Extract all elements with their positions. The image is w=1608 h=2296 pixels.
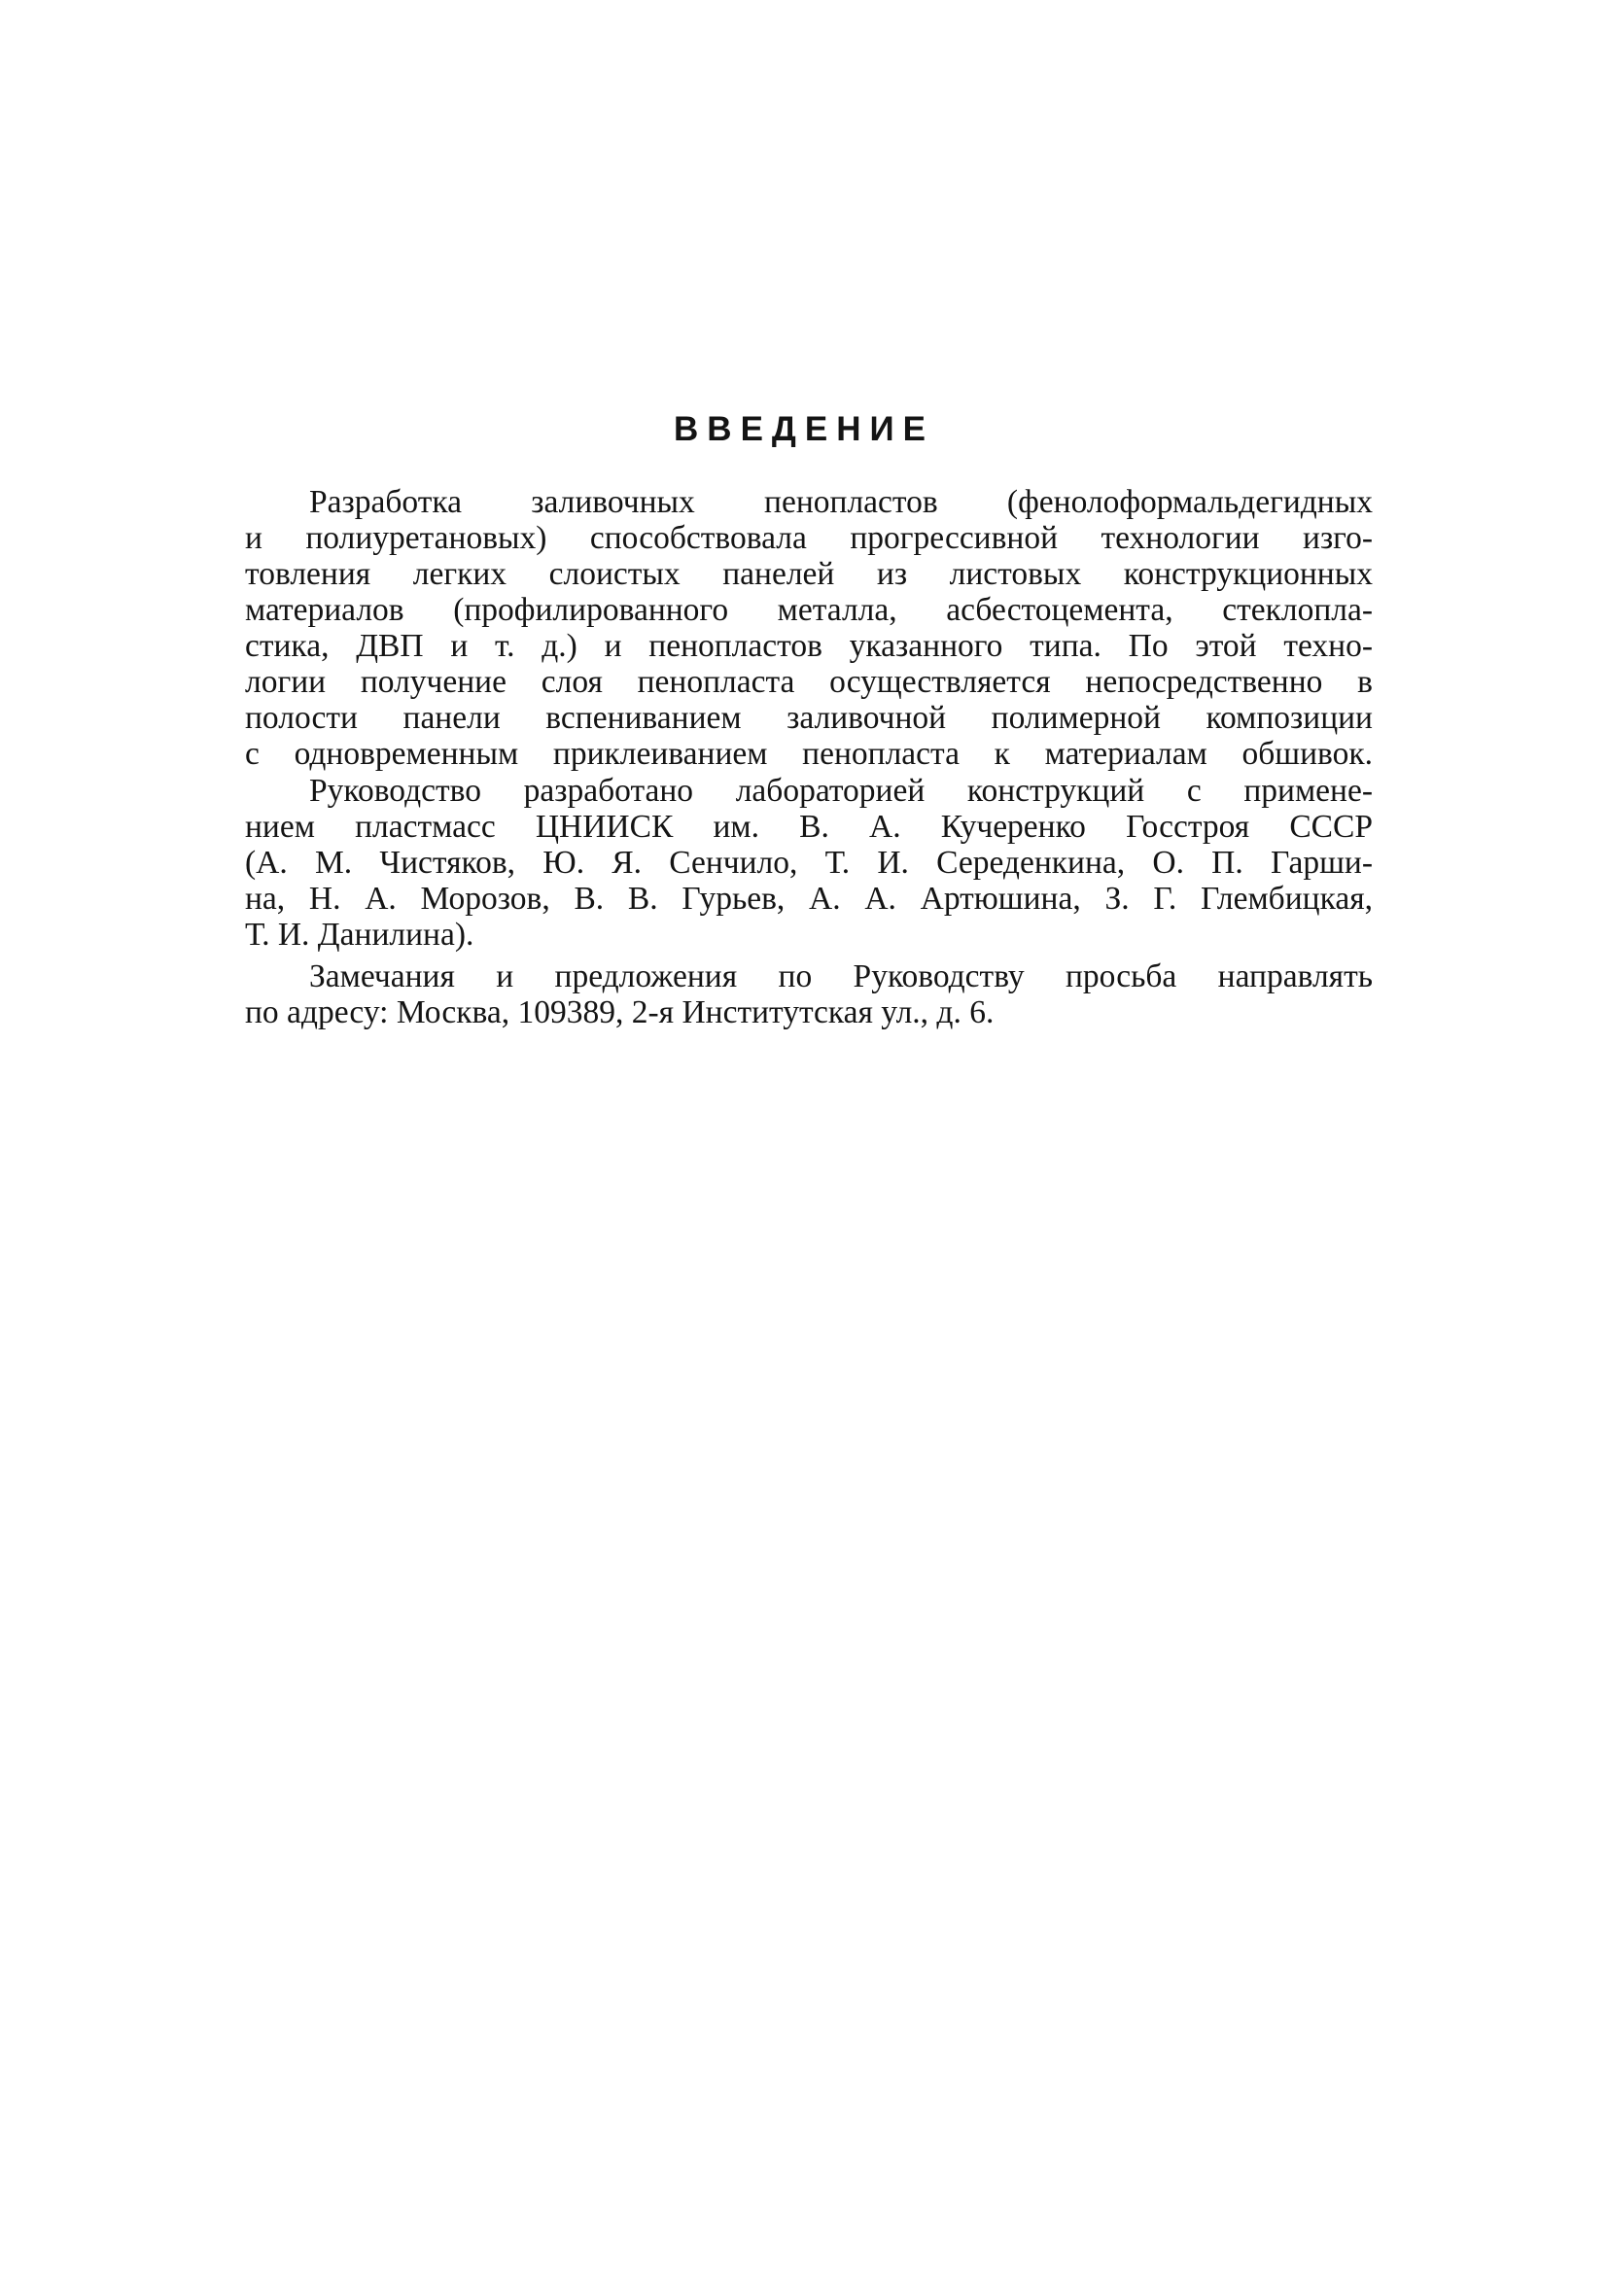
text-line: Замечания и предложения по Руководству просьба направлять: [309, 958, 1373, 994]
text-line: Руководство разработано лабораторией конструкций с примене-: [309, 773, 1373, 809]
text-line: Разработка заливочных пенопластов (фенолоформальдегидных: [309, 484, 1373, 520]
text-line: и полиуретановых) способствовала прогрессивной технологии изго-: [245, 520, 1373, 556]
page-title: ВВЕДЕНИЕ: [674, 410, 934, 448]
text-line: материалов (профилированного металла, асбестоцемента, стеклопла-: [245, 592, 1373, 628]
text-line: на, Н. А. Морозов, В. В. Гурьев, А. А. Артюшина, З. Г. Глембицкая,: [245, 881, 1373, 917]
text-line: с одновременным приклеиванием пенопласта к материалам обшивок.: [245, 736, 1373, 772]
text-line: стика, ДВП и т. д.) и пенопластов указанного типа. По этой техно-: [245, 628, 1373, 664]
text-line: Т. И. Данилина).: [245, 917, 474, 953]
text-line: (А. М. Чистяков, Ю. Я. Сенчило, Т. И. Середенкина, О. П. Гарши-: [245, 845, 1373, 881]
intro-paragraph: [245, 484, 1373, 772]
text-line: логии получение слоя пенопласта осуществляется непосредственно в: [245, 664, 1373, 700]
text-line: полости панели вспениванием заливочной полимерной композиции: [245, 700, 1373, 736]
authors-paragraph: [245, 773, 1373, 953]
text-line: товления легких слоистых панелей из листовых конструкционных: [245, 556, 1373, 592]
text-line: нием пластмасс ЦНИИСК им. В. А. Кучеренко Госстроя СССР: [245, 809, 1373, 845]
address-paragraph: [245, 958, 1373, 1030]
text-line: по адресу: Москва, 109389, 2-я Институтская ул., д. 6.: [245, 994, 995, 1030]
